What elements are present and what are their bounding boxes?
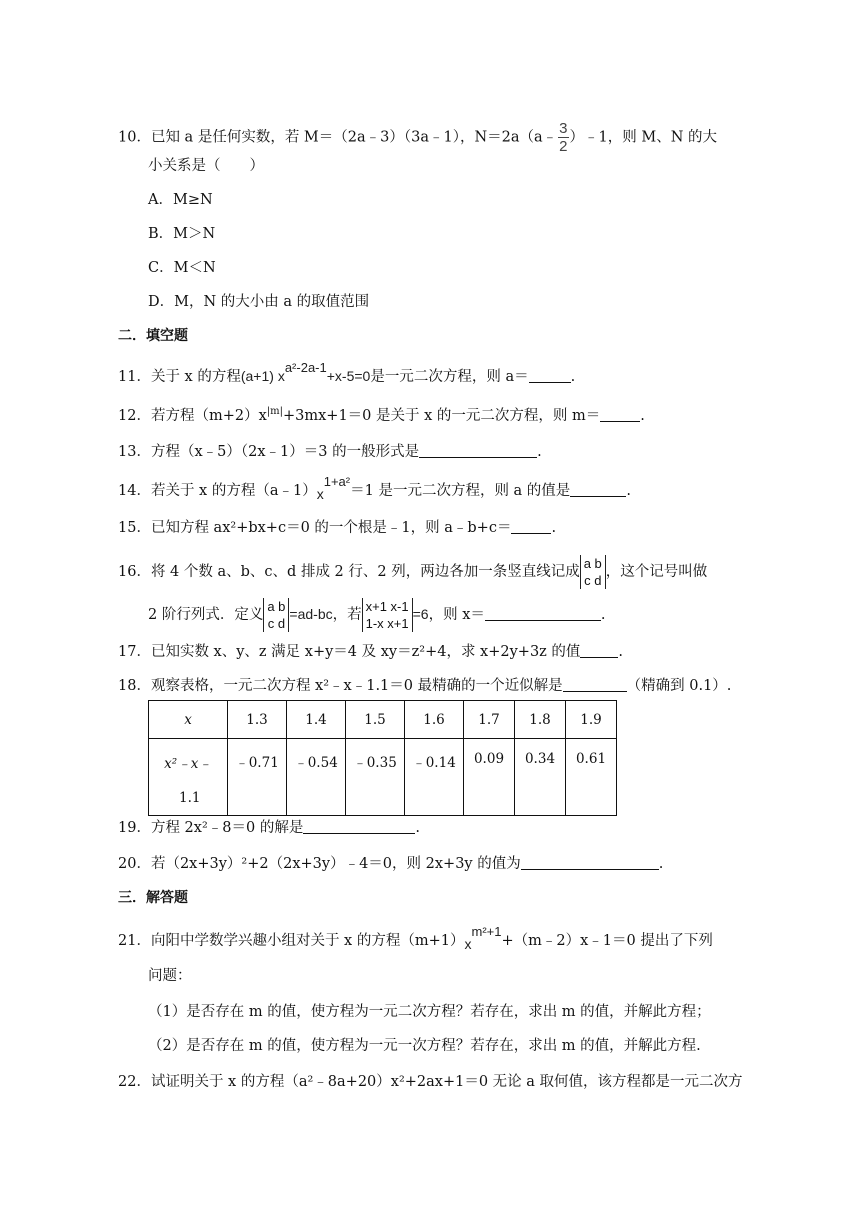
answer-blank-19[interactable] [303, 819, 415, 834]
table-cell: 1.7 [464, 701, 515, 739]
answer-blank-13[interactable] [419, 443, 537, 458]
answer-blank-20[interactable] [521, 855, 659, 870]
question-18: 18．观察表格，一元二次方程 x²﹣x﹣1.1＝0 最精确的一个近似解是 （精确到 0.1）. [118, 678, 732, 694]
table-cell: 1.9 [566, 701, 617, 739]
question-12: 12．若方程$(m+2)x^{|m|}+3mx+1=0$ 是关于 x 的一元二次方程，则 m＝ . [118, 406, 645, 424]
table-cell: ﹣0.35 [346, 739, 405, 816]
answer-blank-17[interactable] [580, 643, 618, 658]
question-21-power: xm²+1 [464, 924, 502, 952]
question-11-stem: 11．关于 x 的方程 [118, 369, 241, 385]
table-row-y [149, 739, 617, 816]
section-2-heading: 二．填空题 [118, 328, 188, 344]
question-16-line2: 2 阶行列式．定义 a b c d =ad-bc，若 x+1 x-1 1-x x+1 =6，则 x＝ . [148, 599, 606, 631]
question-14-power: x1+a² [316, 474, 351, 502]
table-cell: 1.3 [228, 701, 287, 739]
option-b: B．M＞N [148, 226, 216, 242]
question-10-line1 [118, 120, 717, 155]
table-cell: 0.34 [515, 739, 566, 816]
answer-blank-14[interactable] [570, 482, 626, 497]
determinant-definition: a b c d [263, 598, 289, 632]
question-16-line1: 16．将 4 个数 a、b、c、d 排成 2 行、2 列，两边各加一条竖直线记成 a b c d ，这个记号叫做 [118, 556, 708, 588]
table-cell: 1.4 [287, 701, 346, 739]
table-cell: 1.6 [405, 701, 464, 739]
table-cell: ﹣0.54 [287, 739, 346, 816]
question-10-line2: 小关系是（ ） [148, 158, 264, 174]
question-22: 22．试证明关于 x 的方程（a²﹣8a+20）x²+2ax+1＝0 无论 a 取何值，该方程都是一元二次方 [118, 1074, 743, 1090]
question-19: 19．方程 2x²﹣8＝0 的解是 . [118, 820, 420, 836]
table-head-expression: x²﹣x﹣ 1.1 [149, 739, 228, 816]
table-row-x [149, 701, 617, 739]
table-cell: ﹣0.71 [228, 739, 287, 816]
question-15: 15．已知方程 ax²+bx+c＝0 的一个根是﹣1，则 a﹣b+c＝ . [118, 520, 557, 536]
question-11-post: 是一元二次方程，则 a＝ [370, 369, 529, 385]
question-11: 11．关于 x 的方程(a+1) xa²-2a-1+x-5=0是一元二次方程，则 a＝ . [118, 360, 576, 385]
option-a: A．M≥N [148, 192, 213, 208]
determinant-notation: a b c d [580, 555, 606, 589]
option-c: C．M＜N [148, 260, 216, 276]
question-21-part-1: （1）是否存在 m 的值，使方程为一元二次方程？若存在，求出 m 的值，并解此方程； [148, 1004, 711, 1020]
question-20: 20．若（2x+3y）²+2（2x+3y）﹣4＝0，则 2x+3y 的值为 . [118, 856, 664, 872]
question-13: 13．方程（x﹣5）（2x﹣1）＝3 的一般形式是 . [118, 444, 542, 460]
determinant-equation: x+1 x-1 1-x x+1 [362, 598, 413, 632]
question-21-part-2: （2）是否存在 m 的值，使方程为一元一次方程？若存在，求出 m 的值，并解此方程. [148, 1038, 701, 1054]
question-11-equation: (a+1) xa²-2a-1+x-5=0 [240, 360, 371, 384]
section-3-heading: 三．解答题 [118, 890, 188, 906]
question-10-stem-tail: ）﹣1，则 M、N 的大 [569, 129, 717, 146]
table-cell: 0.61 [566, 739, 617, 816]
answer-blank-11[interactable] [529, 368, 571, 383]
question-21-line2: 问题： [148, 968, 192, 984]
answer-blank-15[interactable] [511, 519, 551, 534]
table-cell: 1.8 [515, 701, 566, 739]
table-cell: 0.09 [464, 739, 515, 816]
question-10-stem: 10．已知 a 是任何实数，若 M＝（2a﹣3）（3a﹣1），N＝2a（a﹣ [118, 129, 558, 146]
answer-blank-16[interactable] [485, 606, 601, 621]
question-14: 14．若关于 x 的方程（a﹣1）x1+a²＝1 是一元二次方程，则 a 的值是 . [118, 474, 631, 502]
table-cell: ﹣0.14 [405, 739, 464, 816]
values-table [148, 700, 617, 816]
fraction-three-halves: $\frac{3}{2}$ [559, 120, 568, 155]
option-d: D．M，N 的大小由 a 的取值范围 [148, 294, 370, 310]
table-head-x: x [149, 701, 228, 739]
answer-blank-18[interactable] [563, 677, 627, 692]
answer-blank-12[interactable] [600, 407, 640, 422]
table-cell: 1.5 [346, 701, 405, 739]
question-17: 17．已知实数 x、y、z 满足 x+y＝4 及 xy＝z²+4，求 x+2y+3z 的值 . [118, 644, 624, 660]
question-21-line1: 21．向阳中学数学兴趣小组对关于 x 的方程（m+1）xm²+1+（m﹣2）x﹣1＝0 提出了下列 [118, 924, 713, 952]
